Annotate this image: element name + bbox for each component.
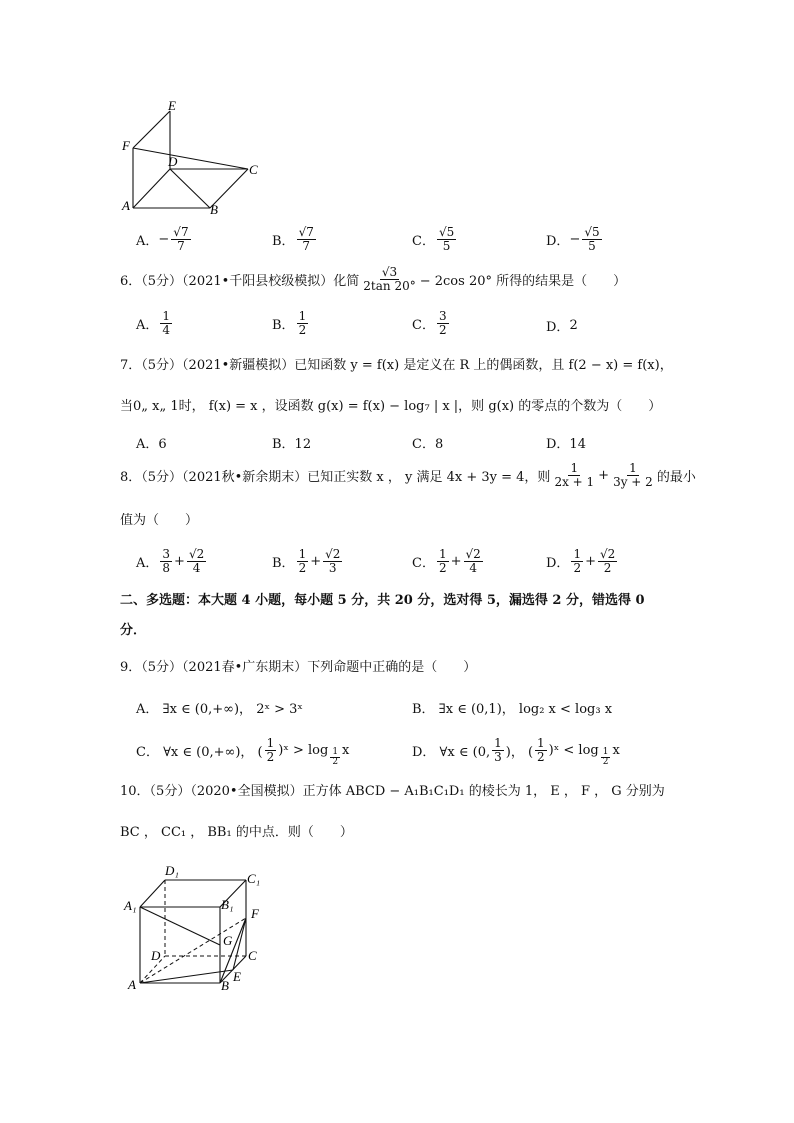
q7-line-1: 7．（5分）（2021•新疆模拟）已知函数 y = f(x) 是定义在 R 上的偶函数，且 f(2 − x) = f(x)， xyxy=(120,358,673,373)
label-A: A xyxy=(128,977,136,992)
q6-option-c[interactable]: C． $\frac{3}{2}$ xyxy=(412,309,447,337)
label-C: C xyxy=(249,162,258,177)
label-C: C xyxy=(248,948,257,963)
section-2-header-line-1: 二、多选题：本大题 4 小题，每小题 5 分，共 20 分，选对得 5，漏选得 2 分，错选得 0 xyxy=(120,593,645,608)
label-F: F xyxy=(122,138,130,153)
label-A: A xyxy=(122,198,130,213)
q8-stem: 8．（5分）（2021秋•新余期末）已知正实数 x ， y 满足 4x + 3y = 4，则 $\frac{1}{2x + 1}$ + $\frac{1}{3y + 2}$ 的最小 xyxy=(120,461,696,489)
q8-option-c[interactable]: C． $\frac{1}{2}$ + $\frac{√2}{4}$ xyxy=(412,547,481,575)
label-B: B xyxy=(221,978,229,993)
label-A1: A₁ xyxy=(124,898,137,913)
label-B1: B₁ xyxy=(221,897,234,912)
label-F: F xyxy=(251,906,259,921)
label-D: D xyxy=(168,154,178,169)
q6-option-b[interactable]: B． $\frac{1}{2}$ xyxy=(272,309,307,337)
q5-option-d[interactable]: D． − $\frac{√5}{5}$ xyxy=(546,225,600,253)
figure-1-geometry xyxy=(118,96,268,221)
label-C1: C₁ xyxy=(247,871,261,886)
q7-option-c[interactable]: C．8 xyxy=(412,437,444,452)
q6-option-d[interactable]: D． 2 xyxy=(546,318,578,335)
label-D1: D₁ xyxy=(165,863,179,878)
label-D: D xyxy=(151,948,161,963)
figure-2-cube xyxy=(118,858,278,998)
q9-option-c[interactable]: C． ∀x ∈ (0,+∞)， ( $\frac{1}{2}$ )ˣ > log $\frac{1}{2}$ x xyxy=(136,736,350,767)
q8-option-b[interactable]: B． $\frac{1}{2}$ + $\frac{√2}{3}$ xyxy=(272,547,341,575)
q7-option-d[interactable]: D．14 xyxy=(546,437,586,452)
q8-line-2: 值为（ ） xyxy=(120,513,199,528)
q7-option-b[interactable]: B．12 xyxy=(272,437,312,452)
q7-line-2: 当0„ x„ 1时， f(x) = x ，设函数 g(x) = f(x) − log₇ | x |，则 g(x) 的零点的个数为（ ） xyxy=(120,399,662,414)
q9-option-b[interactable]: B． ∃x ∈ (0,1)， log₂ x < log₃ x xyxy=(412,702,613,717)
q9-option-d[interactable]: D． ∀x ∈ (0, $\frac{1}{3}$ )， ( $\frac{1}{2}$ )ˣ < log $\frac{1}{2}$ x xyxy=(412,736,620,767)
q9-option-a[interactable]: A． ∃x ∈ (0,+∞)， 2ˣ > 3ˣ xyxy=(136,702,303,717)
label-E: E xyxy=(233,969,241,984)
q8-option-d[interactable]: D． $\frac{1}{2}$ + $\frac{√2}{2}$ xyxy=(546,547,616,575)
label-G: G xyxy=(223,933,233,948)
label-E: E xyxy=(168,98,176,113)
label-B: B xyxy=(210,202,218,217)
section-2-header-line-2: 分． xyxy=(120,623,147,638)
q7-option-a[interactable]: A．6 xyxy=(136,437,167,452)
q6-stem: 6．（5分）（2021•千阳县校级模拟）化简 $\frac{√3}{2\tan 20^\circ}$ − 2cos 20° 所得的结果是（ ） xyxy=(120,265,627,293)
q10-line-1: 10．（5分）（2020•全国模拟）正方体 ABCD − A₁B₁C₁D₁ 的棱长为 1， E ， F ， G 分别为 xyxy=(120,784,665,799)
q5-option-b[interactable]: B． $\frac{√7}{7}$ xyxy=(272,225,314,253)
q6-option-a[interactable]: A． $\frac{1}{4}$ xyxy=(136,309,171,337)
q9-stem: 9．（5分）（2021春•广东期末）下列命题中正确的是（ ） xyxy=(120,660,477,675)
q5-option-c[interactable]: C． $\frac{√5}{5}$ xyxy=(412,225,455,253)
q5-option-a[interactable]: A． − $\frac{√7}{7}$ xyxy=(136,225,189,253)
q10-line-2: BC ， CC₁ ， BB₁ 的中点．则（ ） xyxy=(120,825,353,840)
q8-option-a[interactable]: A． $\frac{3}{8}$ + $\frac{√2}{4}$ xyxy=(136,547,205,575)
